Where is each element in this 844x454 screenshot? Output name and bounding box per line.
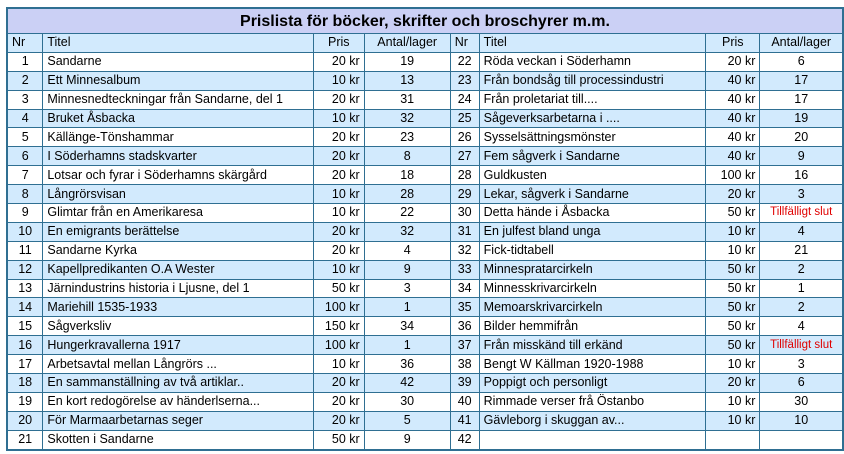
- cell-nr-left[interactable]: 9: [7, 204, 43, 223]
- cell-stock-right[interactable]: 30: [760, 392, 843, 411]
- cell-stock-left[interactable]: 8: [364, 147, 450, 166]
- cell-nr-right[interactable]: 22: [450, 52, 479, 71]
- cell-title-left[interactable]: Järnindustrins historia i Ljusne, del 1: [43, 279, 314, 298]
- cell-title-left[interactable]: Bruket Åsbacka: [43, 109, 314, 128]
- cell-title-left[interactable]: Mariehill 1535-1933: [43, 298, 314, 317]
- table-row: [7, 392, 843, 411]
- cell-stock-left[interactable]: 19: [364, 52, 450, 71]
- cell-nr-left[interactable]: 15: [7, 317, 43, 336]
- cell-price-right[interactable]: 50 kr: [706, 260, 760, 279]
- cell-nr-right[interactable]: 26: [450, 128, 479, 147]
- cell-price-left[interactable]: 10 kr: [313, 260, 364, 279]
- cell-price-left[interactable]: 50 kr: [313, 279, 364, 298]
- cell-title-right[interactable]: Rimmade verser frå Östanbo: [479, 392, 706, 411]
- cell-title-right[interactable]: Minnesskrivarcirkeln: [479, 279, 706, 298]
- header-stock-left[interactable]: Antal/lager: [364, 34, 450, 53]
- cell-nr-right[interactable]: 29: [450, 185, 479, 204]
- cell-title-right[interactable]: Memoarskrivarcirkeln: [479, 298, 706, 317]
- cell-title-right[interactable]: Detta hände i Åsbacka: [479, 204, 706, 223]
- cell-nr-left[interactable]: 2: [7, 71, 43, 90]
- cell-nr-right[interactable]: 23: [450, 71, 479, 90]
- cell-price-left[interactable]: 100 kr: [313, 298, 364, 317]
- cell-price-left[interactable]: 20 kr: [313, 90, 364, 109]
- cell-nr-left[interactable]: 5: [7, 128, 43, 147]
- cell-price-right[interactable]: 20 kr: [706, 185, 760, 204]
- cell-nr-left[interactable]: 7: [7, 166, 43, 185]
- cell-stock-left[interactable]: 36: [364, 355, 450, 374]
- cell-nr-left[interactable]: 3: [7, 90, 43, 109]
- cell-stock-left[interactable]: 1: [364, 336, 450, 355]
- table-row: [7, 52, 843, 71]
- table-row: [7, 71, 843, 90]
- table-row: [7, 430, 843, 449]
- cell-nr-left[interactable]: 21: [7, 430, 43, 449]
- cell-price-left[interactable]: 100 kr: [313, 336, 364, 355]
- cell-stock-right[interactable]: 2: [760, 298, 843, 317]
- cell-title-left[interactable]: Minnesnedteckningar från Sandarne, del 1: [43, 90, 314, 109]
- cell-title-left[interactable]: Sågverksliv: [43, 317, 314, 336]
- cell-nr-right[interactable]: 39: [450, 374, 479, 393]
- cell-nr-right[interactable]: 28: [450, 166, 479, 185]
- cell-title-left[interactable]: För Marmaarbetarnas seger: [43, 411, 314, 430]
- cell-price-left[interactable]: 20 kr: [313, 411, 364, 430]
- cell-stock-right[interactable]: 6: [760, 374, 843, 393]
- cell-title-left[interactable]: En emigrants berättelse: [43, 222, 314, 241]
- cell-stock-left[interactable]: 23: [364, 128, 450, 147]
- cell-stock-right[interactable]: 17: [760, 90, 843, 109]
- cell-title-right[interactable]: [479, 430, 706, 449]
- cell-price-right[interactable]: 40 kr: [706, 128, 760, 147]
- cell-price-left[interactable]: 10 kr: [313, 355, 364, 374]
- cell-price-left[interactable]: 20 kr: [313, 128, 364, 147]
- cell-nr-right[interactable]: 34: [450, 279, 479, 298]
- table-row: [7, 374, 843, 393]
- cell-stock-right[interactable]: 3: [760, 185, 843, 204]
- cell-nr-right[interactable]: 38: [450, 355, 479, 374]
- cell-title-left[interactable]: Lotsar och fyrar i Söderhamns skärgård: [43, 166, 314, 185]
- header-title-right[interactable]: Titel: [479, 34, 706, 53]
- table-row: [7, 241, 843, 260]
- cell-title-right[interactable]: Röda veckan i Söderhamn: [479, 52, 706, 71]
- cell-stock-left[interactable]: 13: [364, 71, 450, 90]
- cell-price-right[interactable]: 50 kr: [706, 336, 760, 355]
- cell-price-right[interactable]: 10 kr: [706, 411, 760, 430]
- cell-price-right[interactable]: 10 kr: [706, 355, 760, 374]
- cell-stock-right[interactable]: 10: [760, 411, 843, 430]
- cell-nr-right[interactable]: 35: [450, 298, 479, 317]
- table-row: [7, 336, 843, 355]
- cell-title-left[interactable]: Sandarne Kyrka: [43, 241, 314, 260]
- cell-price-right[interactable]: 50 kr: [706, 317, 760, 336]
- cell-price-right[interactable]: [706, 430, 760, 449]
- cell-stock-right[interactable]: 2: [760, 260, 843, 279]
- cell-price-left[interactable]: 20 kr: [313, 52, 364, 71]
- cell-title-left[interactable]: En kort redogörelse av händerlserna...: [43, 392, 314, 411]
- cell-nr-right[interactable]: 25: [450, 109, 479, 128]
- table-row: [7, 260, 843, 279]
- cell-nr-left[interactable]: 19: [7, 392, 43, 411]
- cell-price-left[interactable]: 20 kr: [313, 166, 364, 185]
- header-nr-right[interactable]: Nr: [450, 34, 479, 53]
- cell-title-right[interactable]: Sysselsättningsmönster: [479, 128, 706, 147]
- cell-stock-right[interactable]: 19: [760, 109, 843, 128]
- cell-price-left[interactable]: 20 kr: [313, 222, 364, 241]
- title-row: [7, 8, 843, 34]
- cell-stock-right[interactable]: 21: [760, 241, 843, 260]
- cell-nr-right[interactable]: 27: [450, 147, 479, 166]
- table-row: [7, 147, 843, 166]
- table-row: [7, 109, 843, 128]
- cell-nr-left[interactable]: 6: [7, 147, 43, 166]
- cell-nr-left[interactable]: 10: [7, 222, 43, 241]
- cell-stock-right[interactable]: [760, 430, 843, 449]
- cell-stock-left[interactable]: 28: [364, 185, 450, 204]
- price-list-table: [6, 7, 844, 451]
- cell-title-right[interactable]: Från bondsåg till processindustri: [479, 71, 706, 90]
- table-row: [7, 279, 843, 298]
- cell-title-right[interactable]: Sågeverksarbetarna i ....: [479, 109, 706, 128]
- cell-nr-left[interactable]: 16: [7, 336, 43, 355]
- cell-price-right[interactable]: 10 kr: [706, 392, 760, 411]
- header-price-left[interactable]: Pris: [313, 34, 364, 53]
- cell-price-left[interactable]: 20 kr: [313, 241, 364, 260]
- cell-title-right[interactable]: Gävleborg i skuggan av...: [479, 411, 706, 430]
- cell-price-left[interactable]: 10 kr: [313, 71, 364, 90]
- cell-nr-left[interactable]: 12: [7, 260, 43, 279]
- cell-nr-right[interactable]: 33: [450, 260, 479, 279]
- cell-stock-left[interactable]: 9: [364, 430, 450, 449]
- cell-title-left[interactable]: Arbetsavtal mellan Långrörs ...: [43, 355, 314, 374]
- cell-price-right[interactable]: 40 kr: [706, 109, 760, 128]
- table-row: [7, 90, 843, 109]
- cell-nr-right[interactable]: 30: [450, 204, 479, 223]
- table-row: [7, 128, 843, 147]
- cell-stock-left[interactable]: 3: [364, 279, 450, 298]
- cell-stock-left[interactable]: 42: [364, 374, 450, 393]
- cell-price-left[interactable]: 10 kr: [313, 204, 364, 223]
- cell-price-right[interactable]: 40 kr: [706, 90, 760, 109]
- cell-nr-left[interactable]: 13: [7, 279, 43, 298]
- header-nr-left[interactable]: Nr: [7, 34, 43, 53]
- header-stock-right[interactable]: Antal/lager: [760, 34, 843, 53]
- cell-title-right[interactable]: Från misskänd till erkänd: [479, 336, 706, 355]
- cell-price-left[interactable]: 20 kr: [313, 374, 364, 393]
- cell-title-right[interactable]: Poppigt och personligt: [479, 374, 706, 393]
- table-row: [7, 298, 843, 317]
- header-title-left[interactable]: Titel: [43, 34, 314, 53]
- cell-stock-left[interactable]: 34: [364, 317, 450, 336]
- cell-price-left[interactable]: 50 kr: [313, 430, 364, 449]
- cell-nr-left[interactable]: 4: [7, 109, 43, 128]
- cell-price-right[interactable]: 40 kr: [706, 71, 760, 90]
- cell-stock-right[interactable]: Tillfälligt slut: [760, 204, 843, 223]
- cell-title-left[interactable]: I Söderhamns stadskvarter: [43, 147, 314, 166]
- cell-title-left[interactable]: Långrörsvisan: [43, 185, 314, 204]
- cell-nr-right[interactable]: 41: [450, 411, 479, 430]
- table-row: [7, 222, 843, 241]
- cell-price-left[interactable]: 20 kr: [313, 147, 364, 166]
- cell-price-right[interactable]: 20 kr: [706, 52, 760, 71]
- header-row: [7, 34, 843, 53]
- cell-title-left[interactable]: Glimtar från en Amerikaresa: [43, 204, 314, 223]
- table-row: [7, 185, 843, 204]
- cell-stock-right[interactable]: 17: [760, 71, 843, 90]
- table-row: [7, 317, 843, 336]
- table-row: [7, 166, 843, 185]
- cell-price-right[interactable]: 10 kr: [706, 222, 760, 241]
- cell-stock-left[interactable]: 31: [364, 90, 450, 109]
- cell-stock-right[interactable]: Tillfälligt slut: [760, 336, 843, 355]
- cell-stock-right[interactable]: 16: [760, 166, 843, 185]
- cell-nr-left[interactable]: 14: [7, 298, 43, 317]
- cell-nr-left[interactable]: 8: [7, 185, 43, 204]
- cell-nr-left[interactable]: 20: [7, 411, 43, 430]
- cell-price-left[interactable]: 20 kr: [313, 392, 364, 411]
- cell-title-left[interactable]: Ett Minnesalbum: [43, 71, 314, 90]
- table-row: [7, 411, 843, 430]
- cell-title-right[interactable]: Minnespratarcirkeln: [479, 260, 706, 279]
- cell-price-right[interactable]: 100 kr: [706, 166, 760, 185]
- cell-stock-left[interactable]: 22: [364, 204, 450, 223]
- cell-stock-right[interactable]: 20: [760, 128, 843, 147]
- table-body: [7, 52, 843, 449]
- cell-stock-left[interactable]: 32: [364, 109, 450, 128]
- cell-price-right[interactable]: 10 kr: [706, 241, 760, 260]
- table-row: [7, 355, 843, 374]
- cell-stock-right[interactable]: 4: [760, 317, 843, 336]
- cell-title-right[interactable]: Guldkusten: [479, 166, 706, 185]
- cell-price-left[interactable]: 10 kr: [313, 185, 364, 204]
- cell-stock-left[interactable]: 30: [364, 392, 450, 411]
- cell-nr-right[interactable]: 37: [450, 336, 479, 355]
- cell-price-left[interactable]: 150 kr: [313, 317, 364, 336]
- cell-nr-right[interactable]: 24: [450, 90, 479, 109]
- cell-price-right[interactable]: 20 kr: [706, 374, 760, 393]
- cell-stock-right[interactable]: 6: [760, 52, 843, 71]
- cell-title-left[interactable]: Kapellpredikanten O.A Wester: [43, 260, 314, 279]
- cell-title-left[interactable]: Hungerkravallerna 1917: [43, 336, 314, 355]
- cell-title-right[interactable]: Lekar, sågverk i Sandarne: [479, 185, 706, 204]
- cell-title-right[interactable]: Bengt W Källman 1920-1988: [479, 355, 706, 374]
- cell-price-left[interactable]: 10 kr: [313, 109, 364, 128]
- cell-title-left[interactable]: En sammanställning av två artiklar..: [43, 374, 314, 393]
- cell-title-left[interactable]: Källänge-Tönshammar: [43, 128, 314, 147]
- cell-stock-left[interactable]: 18: [364, 166, 450, 185]
- page-title: Prislista för böcker, skrifter och broschyrer m.m.: [7, 8, 843, 34]
- cell-nr-left[interactable]: 18: [7, 374, 43, 393]
- cell-nr-right[interactable]: 36: [450, 317, 479, 336]
- cell-nr-right[interactable]: 42: [450, 430, 479, 449]
- cell-title-left[interactable]: Skotten i Sandarne: [43, 430, 314, 449]
- cell-stock-left[interactable]: 9: [364, 260, 450, 279]
- cell-nr-right[interactable]: 31: [450, 222, 479, 241]
- cell-stock-left[interactable]: 4: [364, 241, 450, 260]
- cell-title-left[interactable]: Sandarne: [43, 52, 314, 71]
- cell-stock-right[interactable]: 4: [760, 222, 843, 241]
- cell-price-right[interactable]: 50 kr: [706, 298, 760, 317]
- cell-nr-right[interactable]: 32: [450, 241, 479, 260]
- cell-title-right[interactable]: En julfest bland unga: [479, 222, 706, 241]
- table-row: [7, 204, 843, 223]
- cell-title-right[interactable]: Bilder hemmifrån: [479, 317, 706, 336]
- header-price-right[interactable]: Pris: [706, 34, 760, 53]
- cell-nr-right[interactable]: 40: [450, 392, 479, 411]
- cell-stock-left[interactable]: 32: [364, 222, 450, 241]
- cell-stock-left[interactable]: 5: [364, 411, 450, 430]
- cell-price-right[interactable]: 50 kr: [706, 279, 760, 298]
- cell-title-right[interactable]: Fick-tidtabell: [479, 241, 706, 260]
- cell-nr-left[interactable]: 17: [7, 355, 43, 374]
- cell-price-right[interactable]: 50 kr: [706, 204, 760, 223]
- cell-stock-right[interactable]: 3: [760, 355, 843, 374]
- cell-nr-left[interactable]: 11: [7, 241, 43, 260]
- cell-stock-right[interactable]: 9: [760, 147, 843, 166]
- cell-stock-right[interactable]: 1: [760, 279, 843, 298]
- cell-title-right[interactable]: Fem sågverk i Sandarne: [479, 147, 706, 166]
- cell-title-right[interactable]: Från proletariat till....: [479, 90, 706, 109]
- cell-nr-left[interactable]: 1: [7, 52, 43, 71]
- cell-price-right[interactable]: 40 kr: [706, 147, 760, 166]
- cell-stock-left[interactable]: 1: [364, 298, 450, 317]
